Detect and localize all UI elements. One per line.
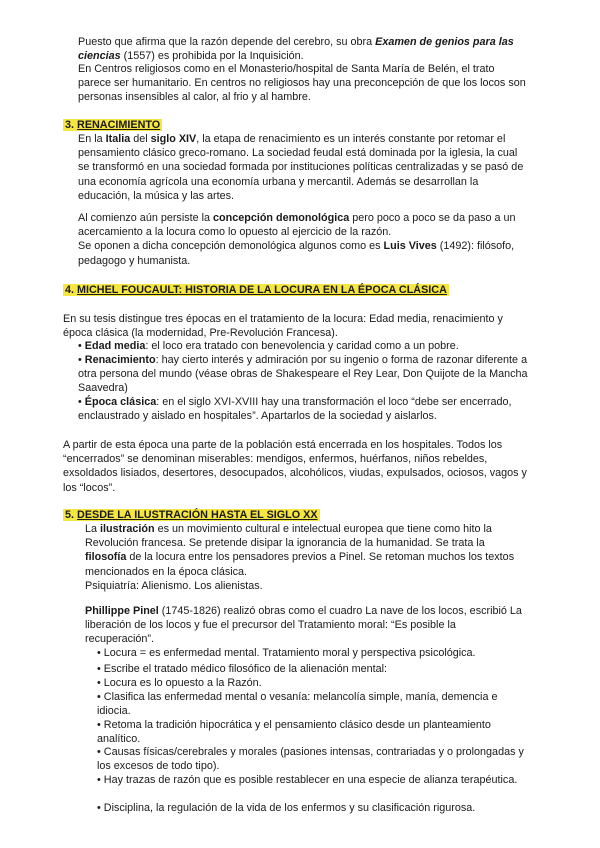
paragraph-enlightenment (85, 522, 528, 593)
bullet-icon: • (97, 677, 101, 689)
bullet-item (78, 395, 528, 423)
bullet-item (97, 646, 527, 660)
text: Locura = es enfermedad mental. Tratamiento moral y perspectiva psicológica. (103, 647, 476, 659)
section-3-highlight (63, 119, 162, 131)
text: Escribe el tratado médico filosófico de la alienación mental: (103, 663, 388, 675)
book-title: Examen de genios para las ciencias (78, 36, 514, 63)
text: La (85, 523, 101, 535)
text: (1557) es prohibida por la Inquisición. (120, 50, 304, 63)
paragraph-inquisition (78, 35, 528, 63)
paragraph-confinement: A partir de esta época una parte de la población está encerrada en los hospitales. Todos los “encerrados” se denominan miserables: mendigos, enfermos, huérfanos, niños rebeldes, exsoldados lisiados, desertores, desocupados, alcohólicos, viudas, expulsados, ociosos, vagos y los “locos”. (63, 439, 527, 494)
section-4-heading (63, 283, 449, 297)
section-title: RENACIMIENTO (77, 119, 161, 131)
text: : en el siglo XVI-XVIII hay una transformación el loco “debe ser encerrado, enclaustrado y aislado en hospitales”. Apartarlos de la sociedad y aislarlos. (78, 396, 512, 423)
text: Causas físicas/cerebrales y morales (pasiones intensas, contrariadas y o prolongadas y los excesos de todo tipo). (97, 746, 524, 773)
paragraph-religious-centers: En Centros religiosos como en el Monasterio/hospital de Santa María de Belén, el trato parece ser humanitario. En centros no religiosos hay una preconcepción de que los locos son personas insensibles al calor, al frio y al hambre. (78, 63, 526, 104)
bullet-item (97, 690, 527, 718)
bullet-icon: • (78, 354, 82, 366)
bullet-item (97, 773, 527, 787)
text: (1492): filósofo, pedagogo y humanista. (78, 240, 515, 267)
text: Retoma la tradición hipocrática y el pensamiento clásico desde un planteamiento analítico. (97, 719, 491, 746)
bullet-icon: • (97, 691, 101, 703)
section-title: MICHEL FOUCAULT: HISTORIA DE LA LOCURA EN LA ÉPOCA CLÁSICA (77, 284, 447, 296)
bold-term: siglo XIV (150, 133, 197, 145)
bold-term: filosofía (85, 551, 127, 564)
bold-term: Italia (105, 133, 131, 145)
bullet-icon: • (78, 396, 82, 408)
section-3-heading (63, 118, 162, 132)
bullet-icon: • (97, 663, 101, 675)
paragraph-foucault-intro: En su tesis distingue tres épocas en el tratamiento de la locura: Edad media, renacimiento y época clásica (la modernidad, Pre-Revolución Francesa). (63, 313, 503, 340)
bullet-item (97, 662, 527, 676)
text: pero poco a poco se da paso a un acercamiento a la locura como lo opuesto al ejercicio de la razón. (78, 212, 516, 239)
bullet-icon: • (78, 340, 82, 352)
section-number: 3. (65, 119, 78, 131)
bold-term: ilustración (100, 523, 155, 535)
text: Hay trazas de razón que es posible restablecer en una especie de alianza terapéutica. (103, 774, 518, 786)
text: : el loco era tratado con benevolencia y caridad como a un pobre. (145, 340, 459, 352)
text: del (130, 133, 151, 145)
text: , la etapa de renacimiento es un interés constante por retomar el pensamiento clásico greco-romano. La sociedad feudal está dominada por la iglesia, la cual se transformó en una sociedad formada por instituciones políticas centralizadas y se pasó de una economía agrícola una economía urbana y mercantil. Además se desarrollan la educación, la música y las artes. (78, 133, 524, 202)
text: Locura es lo opuesto a la Razón. (103, 677, 262, 689)
text: Clasifica las enfermedad mental o vesanía: melancolía simple, manía, demencia e idiocia. (97, 691, 498, 718)
bullet-item (97, 801, 527, 815)
text: : hay cierto interés y admiración por su ingenio o forma de razonar diferente a otra persona del mundo (véase obras de Shakespeare el Rey Lear, Don Quijote de la Mancha Saavedra) (78, 354, 528, 395)
text: Al comienzo aún persiste la (78, 212, 214, 224)
bullet-icon: • (97, 802, 101, 814)
bullet-item (97, 676, 527, 690)
section-5-highlight (63, 509, 320, 521)
text: es un movimiento cultural e intelectual europea que tiene como hito la Revolución francesa. Se pretende disipar la ignorancia de la humanidad. Se trata la (85, 523, 492, 550)
section-number: 4. (65, 284, 78, 296)
text: En la (78, 133, 106, 145)
section-4-highlight (63, 284, 449, 296)
bold-term: Época clásica (84, 396, 157, 408)
bullet-icon: • (97, 647, 101, 659)
bold-term: Luis Vives (383, 240, 437, 253)
bullet-item (97, 718, 527, 746)
text: de la locura entre los pensadores previos a Pinel. Se retoman muchos los textos mencionados en la época clásica. (85, 551, 515, 578)
section-5-heading (63, 508, 320, 522)
paragraph-demonological (78, 211, 530, 268)
bullet-item (78, 339, 528, 353)
bullet-icon: • (97, 774, 101, 786)
bold-term: concepción demonológica (213, 212, 350, 224)
bullet-icon: • (97, 746, 101, 758)
paragraph-pinel (85, 604, 525, 647)
text: Puesto que afirma que la razón depende del cerebro, su obra (78, 36, 376, 48)
text: Psiquiatría: Alienismo. Los alienistas. (85, 579, 263, 592)
text: Disciplina, la regulación de la vida de los enfermos y su clasificación rigurosa. (103, 802, 476, 814)
bold-term: Phillippe Pinel (85, 605, 159, 617)
text: Se oponen a dicha concepción demonológica algunos como es (78, 240, 384, 253)
section-title: DESDE LA ILUSTRACIÓN HASTA EL SIGLO XX (77, 509, 318, 521)
bold-term: Edad media (84, 340, 146, 352)
text: (1745-1826) realizó obras como el cuadro La nave de los locos, escribió La liberación de los locos y fue el precursor del Tratamiento moral: “Es posible la recuperación”. (85, 605, 522, 646)
section-number: 5. (65, 509, 78, 521)
bullet-item (97, 745, 527, 773)
bullet-item (78, 353, 528, 396)
bullet-icon: • (97, 719, 101, 731)
paragraph-renaissance (78, 132, 530, 203)
bold-term: Renacimiento (84, 354, 156, 366)
